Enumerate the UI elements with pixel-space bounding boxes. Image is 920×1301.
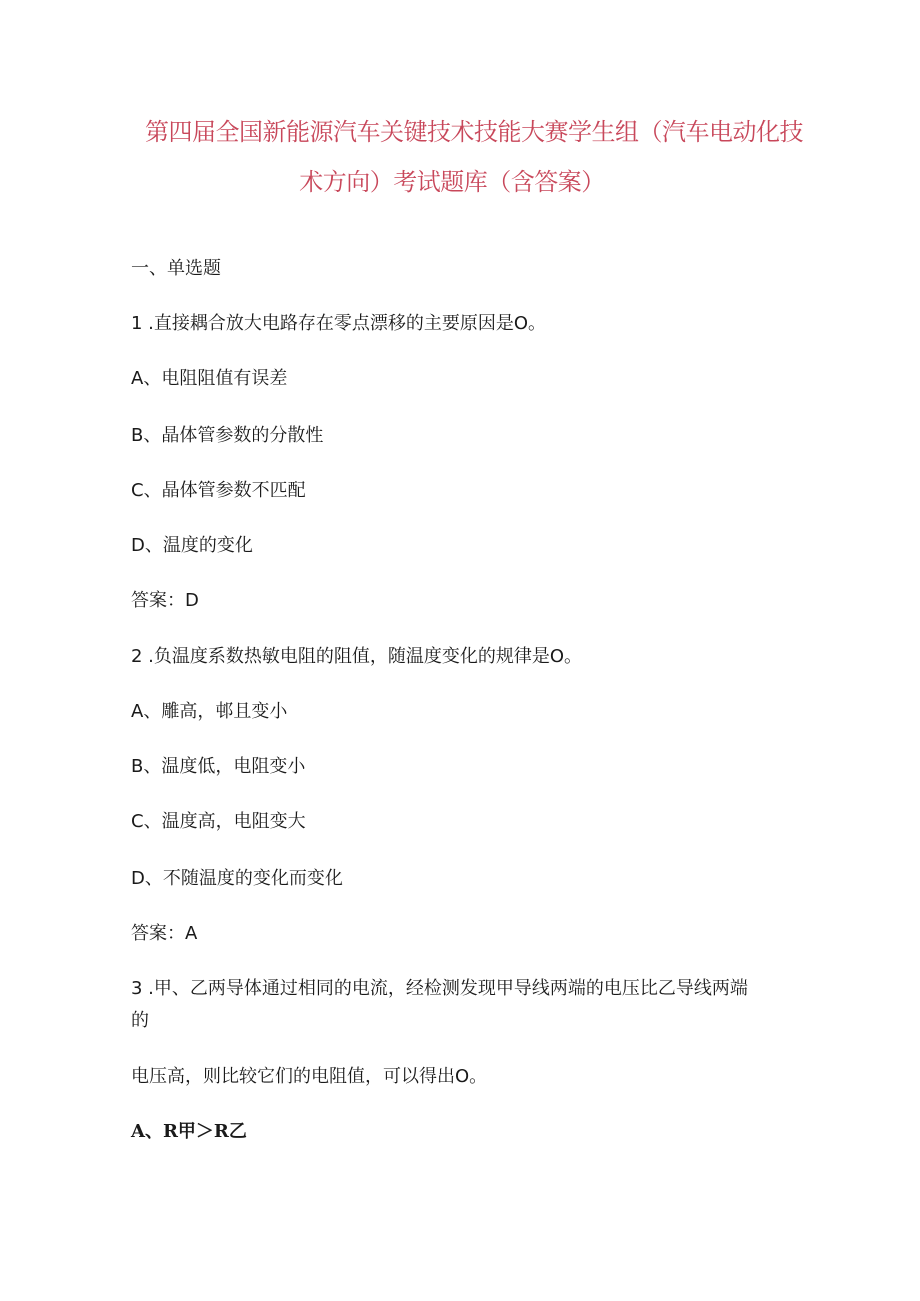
question-2-stem: 2 .负温度系数热敏电阻的阻值，随温度变化的规律是O。: [131, 646, 583, 667]
question-2-option-a: A、雕高，邨且变小: [131, 701, 288, 722]
question-2-answer: 答案：A: [131, 923, 198, 944]
document-title-line-2: 术方向）考试题库（含答案）: [299, 168, 605, 196]
question-1-answer: 答案：D: [131, 590, 199, 611]
question-1-option-b: B、晶体管参数的分散性: [131, 425, 324, 446]
question-3-option-a: A、R甲＞R乙: [131, 1121, 247, 1142]
question-2-option-d: D、不随温度的变化而变化: [131, 868, 343, 889]
question-3-stem-line-3: 电压高，则比较它们的电阻值，可以得出O。: [131, 1066, 488, 1087]
section-heading: 一、单选题: [131, 258, 221, 279]
question-1-option-d: D、温度的变化: [131, 535, 253, 556]
question-1-option-c: C、晶体管参数不匹配: [131, 480, 306, 501]
document-title-line-1: 第四届全国新能源汽车关键技术技能大赛学生组（汽车电动化技: [145, 118, 803, 146]
question-2-option-b: B、温度低，电阻变小: [131, 756, 306, 777]
question-3-stem-line-2: 的: [131, 1010, 149, 1031]
question-1-stem: 1 .直接耦合放大电路存在零点漂移的主要原因是O。: [131, 313, 547, 334]
question-3-stem-line-1: 3 .甲、乙两导体通过相同的电流，经检测发现甲导线两端的电压比乙导线两端: [131, 978, 748, 999]
question-1-option-a: A、电阻阻值有误差: [131, 368, 288, 389]
question-2-option-c: C、温度高，电阻变大: [131, 811, 306, 832]
